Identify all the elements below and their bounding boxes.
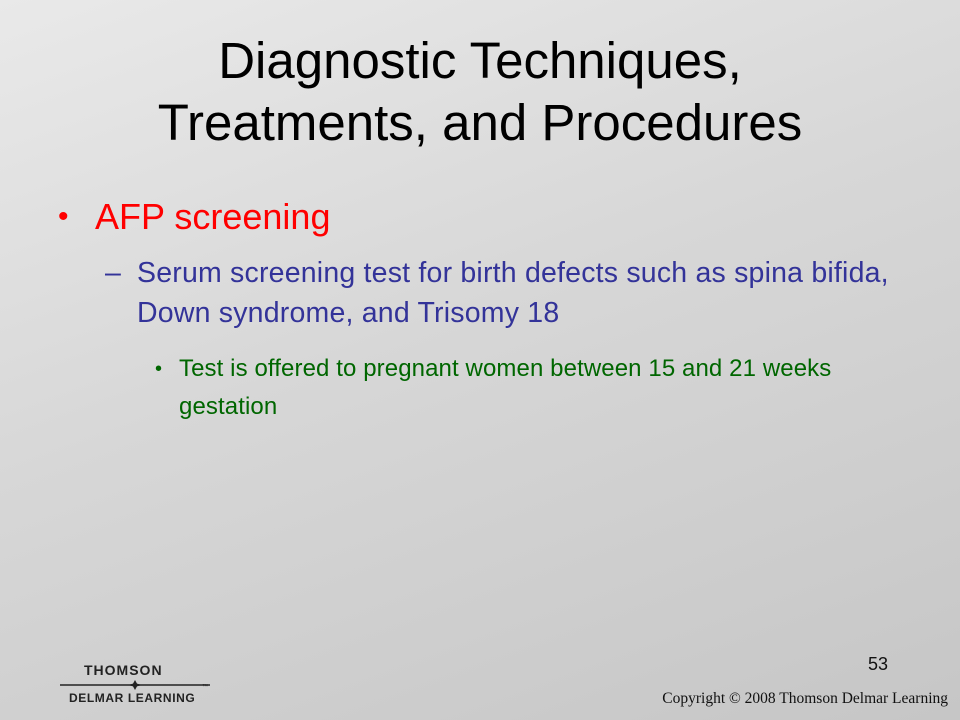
copyright-notice: Copyright © 2008 Thomson Delmar Learning	[662, 690, 948, 707]
logo-star-line-icon	[60, 680, 210, 690]
slide-title-line-1: Diagnostic Techniques,	[218, 32, 742, 89]
slide-title	[60, 30, 900, 154]
bullet-level-3	[155, 350, 900, 426]
bullet-text-serum-screening: Serum screening test for birth defects such as spina bifida, Down syndrome, and Trisomy 18	[137, 257, 889, 329]
dash-marker: –	[105, 257, 122, 289]
bullet-text-test-offered: Test is offered to pregnant women between 15 and 21 weeks gestation	[179, 355, 832, 420]
bullet-marker: •	[58, 200, 69, 233]
bullet-level-2	[105, 253, 905, 333]
logo-top-text: THOMSON	[84, 662, 163, 678]
page-number: 53	[867, 654, 888, 674]
thomson-delmar-logo	[60, 662, 220, 710]
bullet-text-afp-screening: AFP screening	[95, 196, 331, 237]
slide-title-line-2: Treatments, and Procedures	[157, 94, 803, 151]
bullet-level-1	[58, 192, 918, 242]
bullet-marker: •	[155, 358, 163, 380]
logo-trademark: ™	[202, 684, 208, 690]
logo-bottom-text: DELMAR LEARNING	[69, 691, 196, 705]
